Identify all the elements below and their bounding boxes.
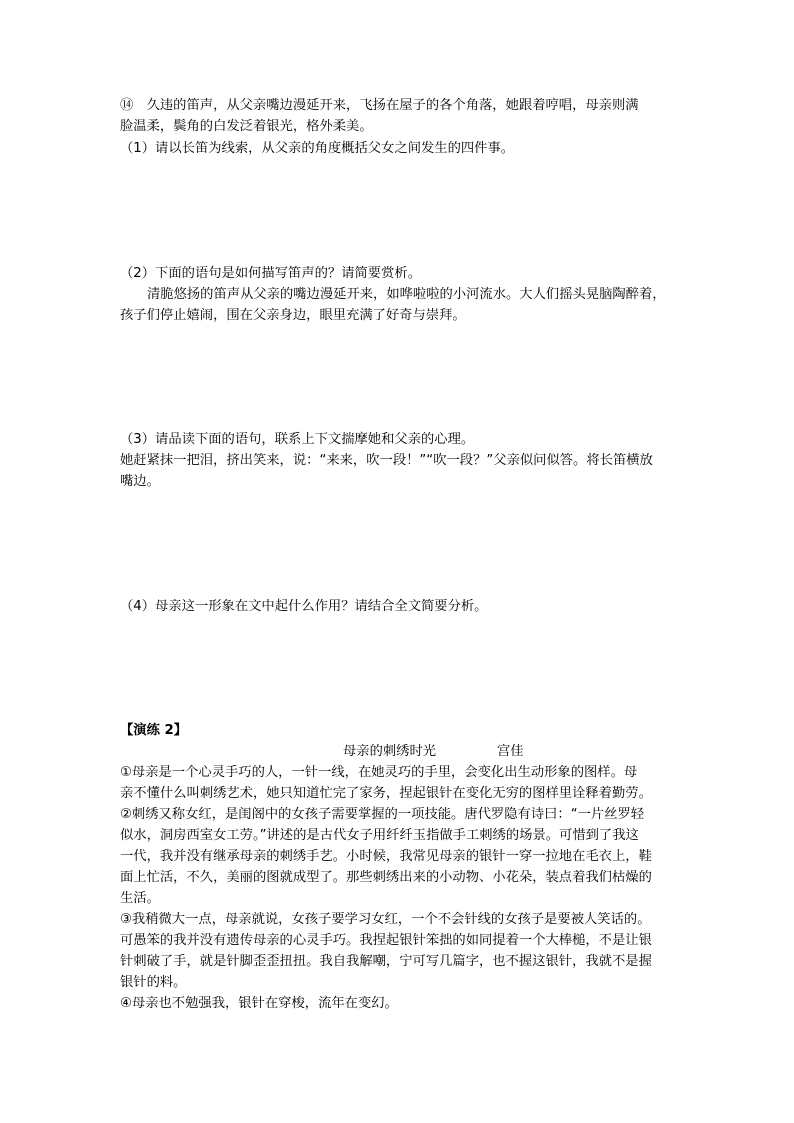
article-line: ④母亲也不勉强我，银针在穿梭，流年在变幻。 (120, 996, 398, 1011)
question-3-quote-line1: 她赶紧抹一把泪，挤出笑来，说：“来来，吹一段！”“吹一段？”父亲似问似答。将长笛横放 (120, 453, 653, 468)
article-line: 似水，洞房西室女工劳。”讲述的是古代女子用纤纤玉指做手工刺绣的场景。可惜到了我这 (120, 828, 639, 843)
q14-paragraph-line1: ⑭ 久违的笛声，从父亲嘴边漫延开来，飞扬在屋子的各个角落，她跟着哼唱，母亲则满 (120, 98, 639, 113)
article-line: 亲不懂什么叫刺绣艺术，她只知道忙完了家务，捏起银针在变化无穷的图样里诠释着勤劳。 (120, 786, 652, 801)
question-2-quote-line1: 清脆悠扬的笛声从父亲的嘴边漫延开来，如哗啦啦的小河流水。大人们摇头晃脑陶醉着， (147, 287, 666, 302)
exercise-2-header: 【演练 2】 (120, 723, 188, 738)
article-line: 面上忙活，不久，美丽的图就成型了。那些刺绣出来的小动物、小花朵，装点着我们枯燥的 (120, 870, 652, 885)
article-author: 宫佳 (497, 744, 524, 759)
article-line: ③我稍微大一点，母亲就说，女孩子要学习女红，一个不会针线的女孩子是要被人笑话的。 (120, 912, 651, 927)
question-3: （3）请品读下面的语句，联系上下文揣摩她和父亲的心理。 (120, 432, 475, 447)
article-title: 母亲的刺绣时光 (343, 744, 437, 759)
question-2: （2）下面的语句是如何描写笛声的？请简要赏析。 (120, 266, 421, 281)
q14-paragraph-line2: 脸温柔，鬓角的白发泛着银光，格外柔美。 (120, 119, 373, 134)
article-line: 针刺破了手，就是针脚歪歪扭扭。我自我解嘲，宁可写几篇字，也不握这银针，我就不是握 (120, 954, 652, 969)
article-line: 银针的料。 (120, 975, 187, 990)
article-line: 一代，我并没有继承母亲的刺绣手艺。小时候，我常见母亲的银针一穿一拉地在毛衣上，鞋 (120, 849, 652, 864)
question-1: （1）请以长笛为线索，从父亲的角度概括父女之间发生的四件事。 (120, 141, 515, 156)
question-4: （4）母亲这一形象在文中起什么作用？请结合全文简要分析。 (120, 599, 488, 614)
question-3-quote-line2: 嘴边。 (120, 474, 160, 489)
question-2-quote-line2: 孩子们停止嬉闹，围在父亲身边，眼里充满了好奇与崇拜。 (120, 308, 466, 323)
article-line: ②刺绣又称女红，是闺阁中的女孩子需要掌握的一项技能。唐代罗隐有诗曰：“一片丝罗轻 (120, 807, 645, 822)
article-line: 可愚笨的我并没有遗传母亲的心灵手巧。我捏起银针笨拙的如同提着一个大棒槌，不是让银 (120, 933, 652, 948)
article-line: 生活。 (120, 891, 160, 906)
article-line: ①母亲是一个心灵手巧的人，一针一线，在她灵巧的手里，会变化出生动形象的图样。母 (120, 765, 638, 780)
